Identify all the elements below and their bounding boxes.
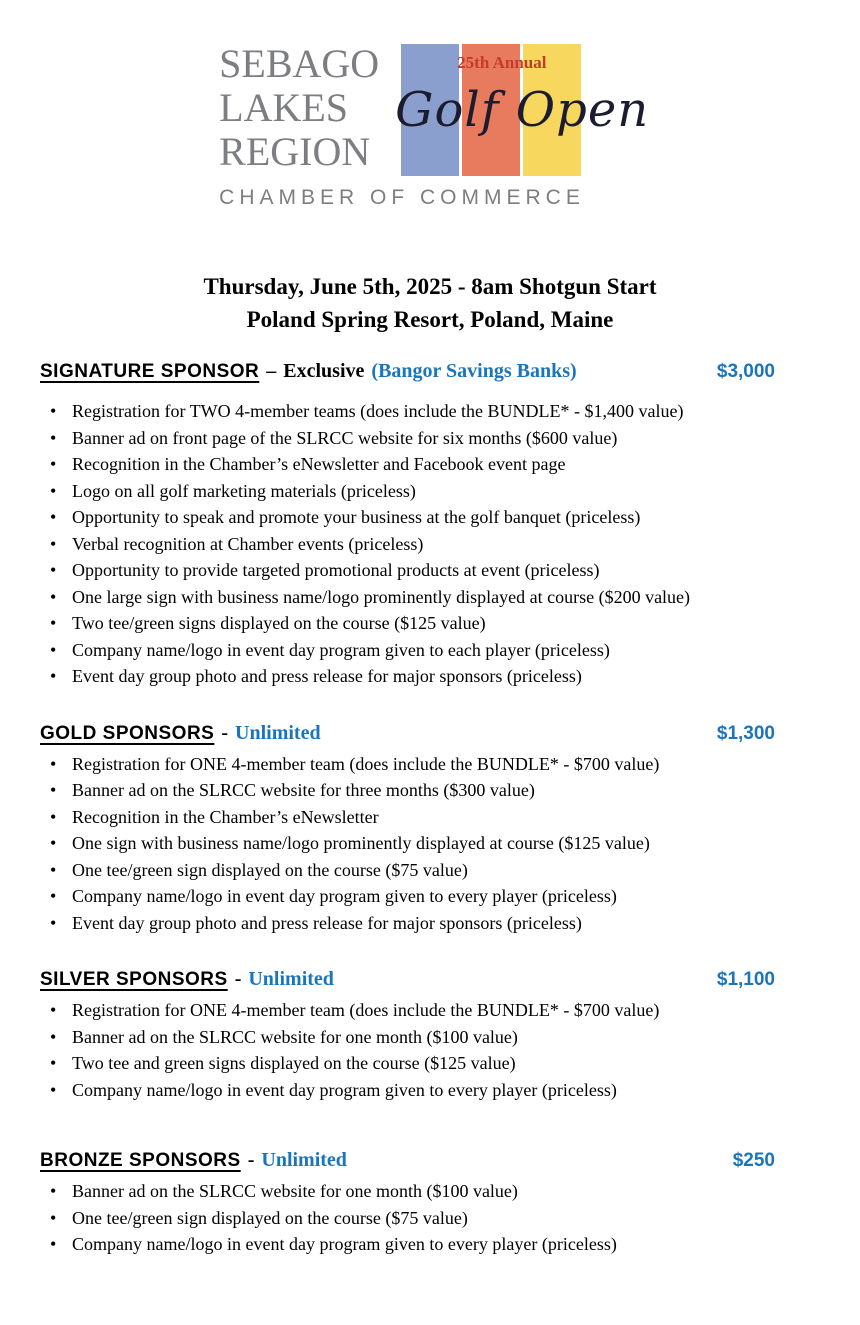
- logo-row: [219, 41, 650, 176]
- sponsor-qualifier: Unlimited: [235, 721, 321, 744]
- benefit-item: • Company name/logo in event day program given to every player (priceless): [40, 1077, 820, 1104]
- benefit-item: • One tee/green sign displayed on the course ($75 value): [40, 1205, 820, 1232]
- benefit-item: • Registration for ONE 4-member team (does include the BUNDLE* - $700 value): [40, 997, 820, 1024]
- sponsor-benefit-list: [40, 1178, 820, 1258]
- benefit-item: • One tee/green sign displayed on the course ($75 value): [40, 857, 820, 884]
- benefit-item: • Event day group photo and press release for major sponsors (priceless): [40, 910, 820, 937]
- sponsor-tier-name: GOLD SPONSORS: [40, 722, 215, 744]
- benefit-item: • Two tee/green signs displayed on the course ($125 value): [40, 610, 820, 637]
- benefit-item: • One large sign with business name/logo prominently displayed at course ($200 value): [40, 584, 820, 611]
- sponsor-separator: –: [266, 360, 277, 382]
- logo-25th-annual-label: 25th Annual: [457, 53, 547, 72]
- benefit-item: • One sign with business name/logo prominently displayed at course ($125 value): [40, 830, 820, 857]
- event-title-line1: Thursday, June 5th, 2025 - 8am Shotgun Start: [203, 274, 657, 299]
- benefit-item: • Banner ad on the SLRCC website for one month ($100 value): [40, 1024, 820, 1051]
- chamber-logo: [219, 41, 650, 210]
- sponsor-price: $1,100: [716, 969, 775, 990]
- benefit-item: • Registration for TWO 4-member teams (does include the BUNDLE* - $1,400 value): [40, 398, 820, 425]
- sponsor-separator: -: [247, 1149, 255, 1171]
- benefit-item: • Event day group photo and press release for major sponsors (priceless): [40, 663, 820, 690]
- benefit-item: • Verbal recognition at Chamber events (priceless): [40, 531, 820, 558]
- sponsor-benefit-list: [40, 751, 820, 937]
- sponsor-benefit-list: [40, 398, 820, 690]
- logo-word-region: REGION: [219, 129, 371, 174]
- event-title-line2: Poland Spring Resort, Poland, Maine: [246, 307, 614, 332]
- event-title: [0, 270, 860, 336]
- sponsor-price: $3,000: [716, 361, 775, 382]
- benefit-item: • Registration for ONE 4-member team (does include the BUNDLE* - $700 value): [40, 751, 820, 778]
- logo-golf-open-script: Golf Open: [395, 82, 650, 138]
- logo-word-lakes: LAKES: [219, 85, 349, 130]
- benefit-item: • Banner ad on front page of the SLRCC website for six months ($600 value): [40, 425, 820, 452]
- sponsor-heading: [40, 722, 820, 745]
- sponsor-highlight: (Bangor Savings Banks): [371, 360, 577, 382]
- sponsor-sections: [0, 360, 860, 1258]
- sponsor-tier-name: BRONZE SPONSORS: [40, 1150, 241, 1171]
- sponsor-tier-name: SILVER SPONSORS: [40, 969, 228, 990]
- sponsor-price: $1,300: [716, 722, 775, 744]
- sponsor-qualifier: Unlimited: [261, 1149, 347, 1171]
- benefit-item: • Company name/logo in event day program given to every player (priceless): [40, 883, 820, 910]
- sponsor-separator: -: [234, 968, 242, 990]
- logo-word-sebago: SEBAGO: [219, 41, 380, 86]
- sponsor-section: [40, 1149, 820, 1258]
- benefit-item: • Two tee and green signs displayed on the course ($125 value): [40, 1050, 820, 1077]
- benefit-item: • Banner ad on the SLRCC website for three months ($300 value): [40, 777, 820, 804]
- sponsor-benefit-list: [40, 997, 820, 1103]
- sponsor-heading: [40, 360, 820, 383]
- sponsor-qualifier: Exclusive: [283, 360, 365, 382]
- flyer-page: [0, 42, 860, 1258]
- benefit-item: • Logo on all golf marketing materials (priceless): [40, 478, 820, 505]
- benefit-item: • Recognition in the Chamber’s eNewsletter: [40, 804, 820, 831]
- sponsor-section: [40, 722, 820, 937]
- benefit-item: • Company name/logo in event day program given to each player (priceless): [40, 637, 820, 664]
- benefit-item: • Opportunity to provide targeted promotional products at event (priceless): [40, 557, 820, 584]
- sponsor-qualifier: Unlimited: [248, 968, 334, 990]
- sponsor-section: [40, 968, 820, 1103]
- sponsor-heading: [40, 1149, 820, 1172]
- sponsor-price: $250: [732, 1150, 775, 1171]
- sponsor-separator: -: [221, 721, 229, 744]
- logo-wordmark: [219, 42, 391, 176]
- sponsor-heading: [40, 968, 820, 991]
- logo-artwork: [395, 44, 650, 176]
- benefit-item: • Opportunity to speak and promote your business at the golf banquet (priceless): [40, 504, 820, 531]
- sponsor-tier-name: SIGNATURE SPONSOR: [40, 361, 260, 382]
- benefit-item: • Banner ad on the SLRCC website for one month ($100 value): [40, 1178, 820, 1205]
- benefit-item: • Company name/logo in event day program given to every player (priceless): [40, 1231, 820, 1258]
- sponsor-section: [40, 360, 820, 690]
- benefit-item: • Recognition in the Chamber’s eNewsletter and Facebook event page: [40, 451, 820, 478]
- logo-chamber-of-commerce-label: CHAMBER OF COMMERCE: [219, 186, 585, 209]
